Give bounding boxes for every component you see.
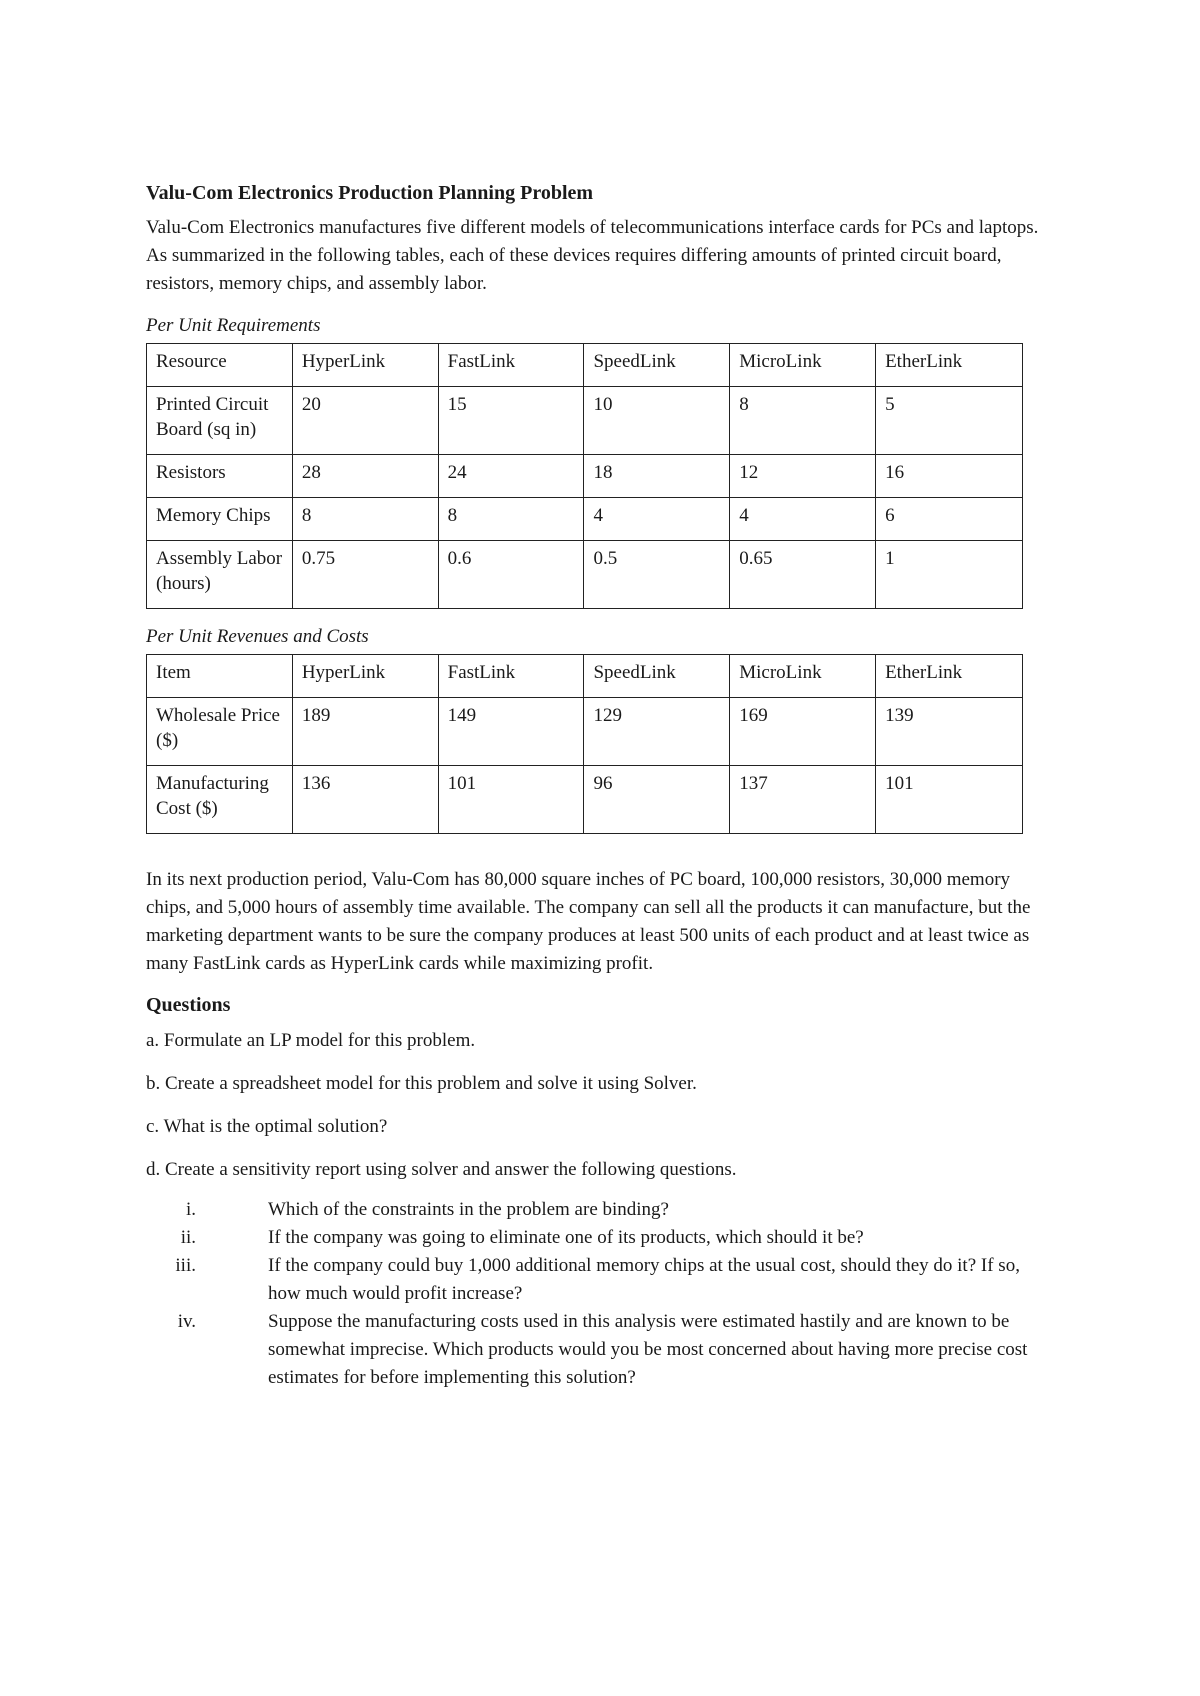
table-header-cell: HyperLink	[292, 344, 438, 387]
table-cell: 18	[584, 455, 730, 498]
table-cell: 8	[292, 498, 438, 541]
sub-question-number: iii.	[175, 1255, 196, 1276]
table-row	[147, 387, 1023, 455]
revenues-costs-table	[146, 654, 1023, 834]
table-row	[147, 698, 1023, 766]
table-header-row	[147, 344, 1023, 387]
table-cell: 5	[876, 387, 1023, 455]
sub-question-text: If the company could buy 1,000 additional memory chips at the usual cost, should they do it? If so, how much would profit increase?	[268, 1255, 1020, 1304]
table-header-cell: MicroLink	[730, 655, 876, 698]
table-cell: 4	[730, 498, 876, 541]
table-cell: 15	[438, 387, 584, 455]
sub-question	[146, 1308, 1046, 1392]
table-cell: 0.75	[292, 541, 438, 609]
sub-question-list	[146, 1196, 1046, 1392]
table-cell: 28	[292, 455, 438, 498]
table-header-cell: FastLink	[438, 344, 584, 387]
table2-caption: Per Unit Revenues and Costs	[146, 626, 369, 647]
table-cell: 101	[438, 766, 584, 834]
question-c: c. What is the optimal solution?	[146, 1116, 388, 1137]
table-cell: Memory Chips	[147, 498, 293, 541]
sub-question-text: If the company was going to eliminate one of its products, which should it be?	[268, 1227, 864, 1248]
questions-heading: Questions	[146, 994, 231, 1016]
table-cell: Printed Circuit Board (sq in)	[147, 387, 293, 455]
table-cell: Wholesale Price ($)	[147, 698, 293, 766]
table-cell: Assembly Labor (hours)	[147, 541, 293, 609]
table-row	[147, 498, 1023, 541]
table-header-cell: Resource	[147, 344, 293, 387]
table-header-cell: EtherLink	[876, 344, 1023, 387]
table-cell: 0.6	[438, 541, 584, 609]
table-header-cell: Item	[147, 655, 293, 698]
sub-question	[146, 1224, 1046, 1252]
table-cell: Manufacturing Cost ($)	[147, 766, 293, 834]
table-cell: 16	[876, 455, 1023, 498]
sub-question	[146, 1252, 1046, 1308]
table-cell: 169	[730, 698, 876, 766]
table-cell: 149	[438, 698, 584, 766]
table-cell: 24	[438, 455, 584, 498]
table-cell: 12	[730, 455, 876, 498]
table-cell: Resistors	[147, 455, 293, 498]
table-cell: 10	[584, 387, 730, 455]
table-cell: 189	[292, 698, 438, 766]
table-header-cell: FastLink	[438, 655, 584, 698]
table-cell: 8	[438, 498, 584, 541]
table-header-cell: EtherLink	[876, 655, 1023, 698]
sub-question	[146, 1196, 1046, 1224]
table-header-cell: MicroLink	[730, 344, 876, 387]
sub-question-number: ii.	[180, 1227, 196, 1248]
table-cell: 96	[584, 766, 730, 834]
table-cell: 101	[876, 766, 1023, 834]
intro-paragraph: Valu-Com Electronics manufactures five different models of telecommunications interface cards for PCs and laptops. As summarized in the following tables, each of these devices requires differing amounts of printed circuit board, resistors, memory chips, and assembly labor.	[146, 217, 1039, 294]
table-cell: 8	[730, 387, 876, 455]
table-cell: 139	[876, 698, 1023, 766]
sub-question-number: iv.	[177, 1311, 196, 1332]
table-cell: 0.65	[730, 541, 876, 609]
document-page	[146, 180, 1046, 1392]
sub-question-number: i.	[185, 1199, 196, 1220]
table-cell: 6	[876, 498, 1023, 541]
sub-question-text: Suppose the manufacturing costs used in this analysis were estimated hastily and are known to be somewhat imprecise. Which products would you be most concerned about having more precise cost estimates for before implementing this solution?	[268, 1311, 1028, 1388]
table-cell: 1	[876, 541, 1023, 609]
table-cell: 136	[292, 766, 438, 834]
requirements-table	[146, 343, 1023, 609]
spacer	[146, 834, 1046, 866]
table-row	[147, 766, 1023, 834]
table-row	[147, 541, 1023, 609]
body-paragraph: In its next production period, Valu-Com has 80,000 square inches of PC board, 100,000 resistors, 30,000 memory chips, and 5,000 hours of assembly time available. The company can sell all the products it can manufacture, but the marketing department wants to be sure the company produces at least 500 units of each product and at least twice as many FastLink cards as HyperLink cards while maximizing profit.	[146, 869, 1031, 974]
table-cell: 137	[730, 766, 876, 834]
table-header-cell: SpeedLink	[584, 344, 730, 387]
question-b: b. Create a spreadsheet model for this problem and solve it using Solver.	[146, 1073, 697, 1094]
table-cell: 20	[292, 387, 438, 455]
table-header-row	[147, 655, 1023, 698]
question-a: a. Formulate an LP model for this problem.	[146, 1030, 476, 1051]
table1-caption: Per Unit Requirements	[146, 315, 321, 336]
sub-question-text: Which of the constraints in the problem are binding?	[268, 1199, 669, 1220]
table-cell: 129	[584, 698, 730, 766]
document-title: Valu-Com Electronics Production Planning Problem	[146, 182, 594, 204]
table-cell: 0.5	[584, 541, 730, 609]
table-cell: 4	[584, 498, 730, 541]
table-row	[147, 455, 1023, 498]
table-header-cell: HyperLink	[292, 655, 438, 698]
table-header-cell: SpeedLink	[584, 655, 730, 698]
question-d: d. Create a sensitivity report using solver and answer the following questions.	[146, 1159, 737, 1180]
